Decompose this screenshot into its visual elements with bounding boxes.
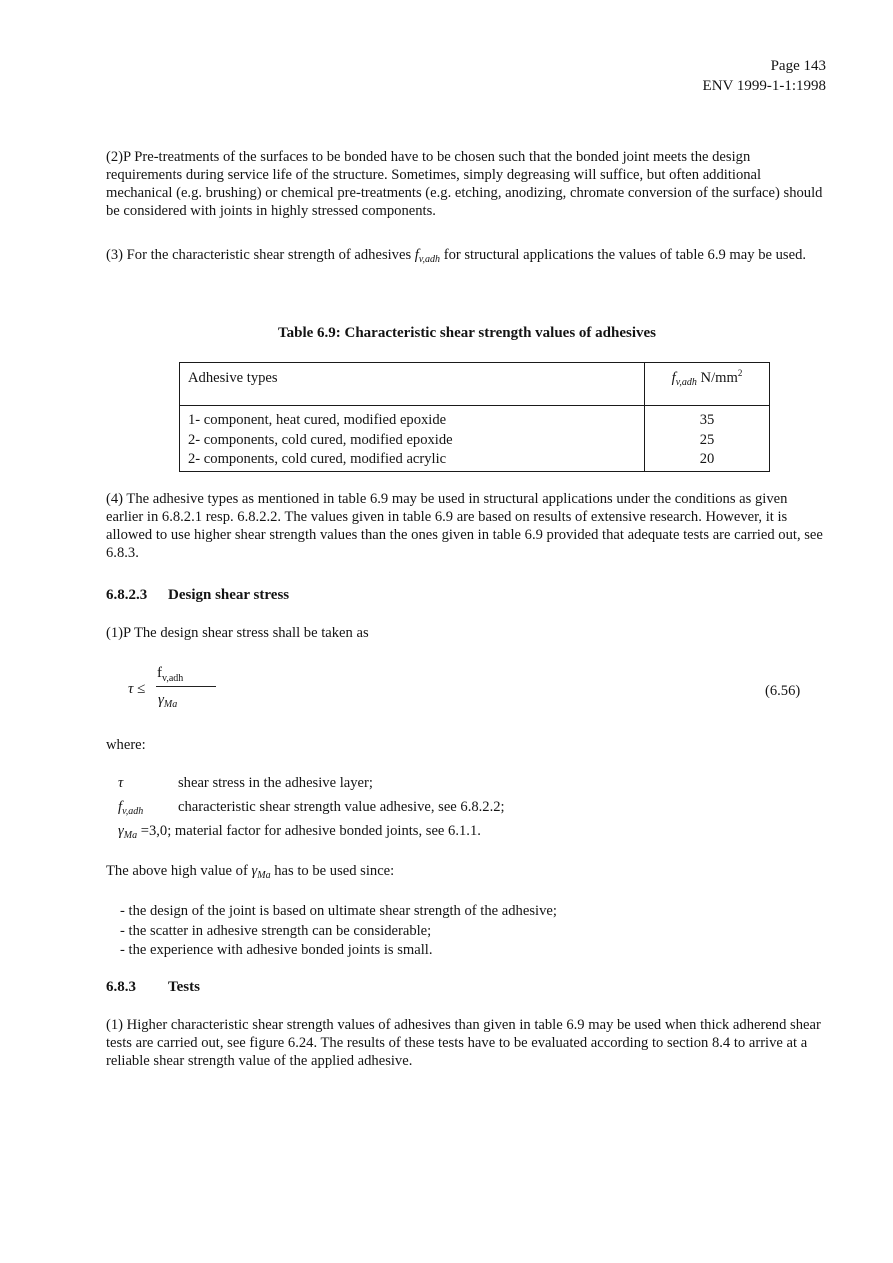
def-sym-sub: Ma bbox=[123, 830, 138, 841]
strength-value-cell bbox=[645, 406, 770, 472]
def-sym-gamma: γ bbox=[118, 823, 124, 839]
formula-den-gamma: γ bbox=[158, 692, 164, 708]
formula-denominator bbox=[158, 691, 177, 709]
list-item: - the experience with adhesive bonded joints is small. bbox=[120, 942, 433, 958]
above-sub: Ma bbox=[257, 870, 271, 881]
above-after: has to be used since: bbox=[270, 863, 395, 879]
page-header bbox=[703, 56, 826, 96]
adhesive-type-2: 2- components, cold cured, modified epoxide bbox=[188, 431, 453, 448]
adhesive-type-3: 2- components, cold cured, modified acrylic bbox=[188, 451, 447, 467]
formula-lhs: τ ≤ bbox=[128, 681, 146, 697]
reasons-list bbox=[120, 902, 557, 961]
paragraph-design-shear: (1)P The design shear stress shall be taken as bbox=[106, 625, 369, 641]
list-item: - the design of the joint is based on ultimate shear strength of the adhesive; bbox=[120, 903, 557, 919]
table-header-row bbox=[180, 363, 770, 406]
formula-6-56 bbox=[128, 660, 248, 716]
section-title: Design shear stress bbox=[168, 587, 290, 603]
def-sym-f: f bbox=[118, 799, 123, 815]
section-number: 6.8.2.3 bbox=[106, 587, 148, 603]
paragraph-adhesive-types: (4) The adhesive types as mentioned in table 6.9 may be used in structural applications under the conditions as given earlier in 6.8.2.1 resp. 6.8.2.2. The values given in table 6.9 are based on results of extensive research. However, it is allowed to use higher shear strength values than the ones given in table 6.9 provided that adequate tests are carried out, see 6.8.3. bbox=[106, 491, 823, 561]
equation-number: (6.56) bbox=[765, 683, 801, 699]
list-item: - the scatter in adhesive strength can be considerable; bbox=[120, 922, 432, 939]
def-symbol: τ bbox=[118, 775, 124, 791]
paragraph-above-high-value bbox=[106, 862, 828, 880]
section-number: 6.8.3 bbox=[106, 979, 136, 995]
fvadh-symbol: f bbox=[414, 247, 419, 263]
def-text: shear stress in the adhesive layer; bbox=[178, 775, 373, 791]
document-code: ENV 1999-1-1:1998 bbox=[702, 78, 826, 94]
adhesive-strength-table bbox=[179, 362, 770, 472]
strength-value-1: 35 bbox=[699, 412, 715, 428]
definition-gamma bbox=[118, 822, 481, 840]
paragraph-tests: (1) Higher characteristic shear strength values of adhesives than given in table 6.9 may be used when thick adherend shear tests are carried out, see figure 6.24. The results of these tests have to be evaluated according to section 8.4 to arrive at a reliable shear strength value of the applied adhesive. bbox=[106, 1017, 821, 1069]
section-title: Tests bbox=[168, 979, 200, 995]
def-sym-sub: v,adh bbox=[122, 806, 144, 817]
adhesive-type-1: 1- component, heat cured, modified epoxide bbox=[188, 412, 447, 428]
para3-before: (3) For the characteristic shear strength of adhesives bbox=[106, 247, 415, 263]
paragraph-pretreatments: (2)P Pre-treatments of the surfaces to be bonded have to be chosen such that the bonded joint meets the design requirements during service life of the structure. Sometimes, simply degreasing will suffice, but often additional mechanical (e.g. brushing) or chemical pre-treatments (e.g. etching, anodizing, chromate conversion of the surface) should be considered with joints in highly stressed components. bbox=[106, 149, 823, 219]
paragraph-shear-strength bbox=[106, 246, 828, 264]
adhesive-type-cell bbox=[180, 406, 645, 472]
strength-value-2: 25 bbox=[699, 431, 715, 448]
page-number: Page 143 bbox=[770, 58, 826, 74]
above-before: The above high value of bbox=[106, 863, 252, 879]
col-header-adhesive-types: Adhesive types bbox=[180, 363, 645, 406]
col-header-unit: N/mm bbox=[696, 370, 738, 386]
definition-tau bbox=[118, 774, 373, 792]
col-header-fvadh bbox=[645, 363, 770, 406]
table-caption: Table 6.9: Characteristic shear strength values of adhesives bbox=[277, 325, 657, 341]
section-heading-683 bbox=[106, 978, 200, 996]
formula-numerator bbox=[157, 664, 183, 688]
col-header-sup: 2 bbox=[737, 368, 743, 379]
formula-num-f: f bbox=[157, 665, 162, 681]
fvadh-subscript: v,adh bbox=[418, 254, 441, 265]
para3-after: for structural applications the values of table 6.9 may be used. bbox=[440, 247, 807, 263]
section-heading-6823 bbox=[106, 586, 289, 604]
def-text: characteristic shear strength value adhesive, see 6.8.2.2; bbox=[178, 799, 505, 815]
fraction-bar bbox=[156, 686, 216, 687]
col-header-sym: f bbox=[671, 370, 676, 386]
formula-den-sub: Ma bbox=[163, 699, 178, 710]
def-text: =3,0; material factor for adhesive bonded joints, see 6.1.1. bbox=[137, 823, 481, 839]
formula-num-sub: v,adh bbox=[162, 673, 184, 684]
where-label: where: bbox=[106, 737, 146, 753]
strength-value-3: 20 bbox=[699, 451, 715, 467]
above-gamma: γ bbox=[251, 863, 258, 879]
def-symbol bbox=[118, 798, 178, 816]
table-body-row bbox=[180, 406, 770, 472]
definition-fvadh bbox=[118, 798, 505, 816]
col-header-sub: v,adh bbox=[675, 377, 697, 388]
